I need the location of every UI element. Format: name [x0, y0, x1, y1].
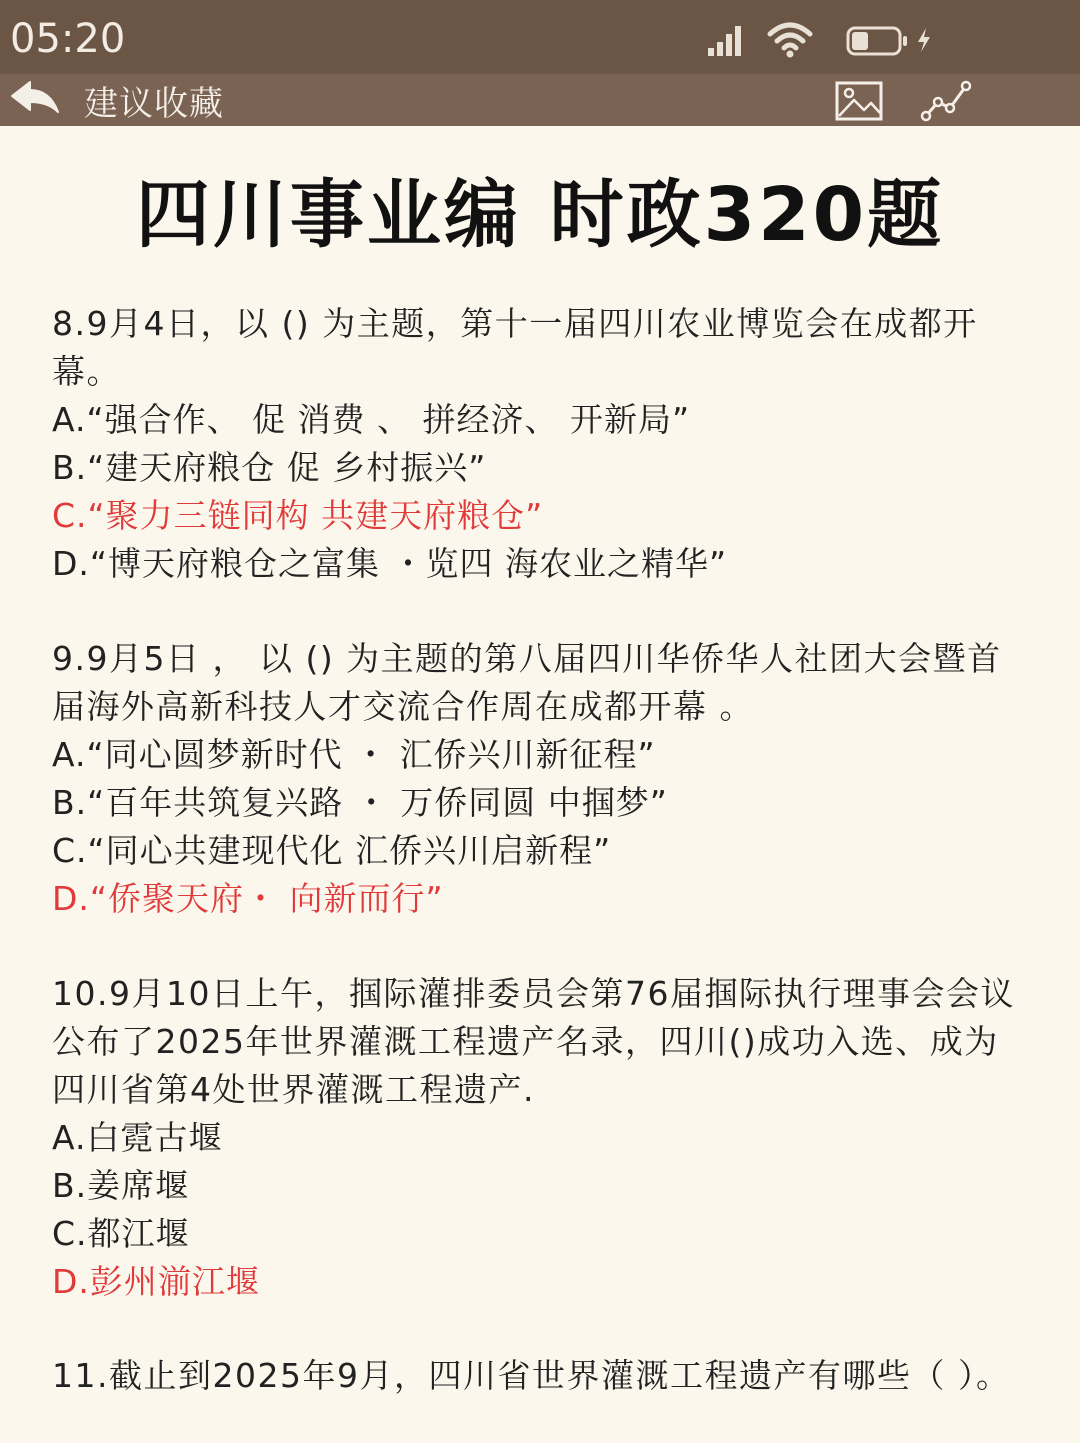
back-arrow-icon — [8, 78, 62, 122]
wifi-icon — [766, 20, 814, 60]
image-icon — [834, 80, 886, 122]
option-b: B.“建天府粮仓 促 乡村振兴” — [52, 448, 487, 487]
question-stem-line: 幕。 — [52, 352, 121, 391]
question-block — [52, 300, 1037, 588]
charging-icon — [914, 22, 934, 58]
question-stem-line: 9.9月5日 ， 以 () 为主题的第八届四川华侨华人社团大会暨首 — [52, 639, 1002, 678]
document-content — [0, 126, 1080, 1443]
nav-title: 建议收藏 — [84, 84, 224, 124]
option-a: A.“同心圆梦新时代 ・ 汇侨兴川新征程” — [52, 735, 656, 774]
battery-icon — [846, 22, 910, 58]
question-stem-line: 公布了2025年世界灌溉工程遗产名录，四川()成功入选、成为 — [52, 1022, 999, 1061]
image-button[interactable] — [834, 80, 886, 122]
page-title: 四川事业编 时政320题 — [135, 172, 945, 258]
question-block — [52, 970, 1037, 1306]
question-stem-line: 四川省第4处世界灌溉工程遗产. — [52, 1070, 535, 1109]
question-block — [52, 1352, 1037, 1400]
option-c: C.“同心共建现代化 汇侨兴川启新程” — [52, 831, 612, 870]
question-stem-line: 11.截止到2025年9月，四川省世界灌溉工程遗产有哪些（ ）。 — [52, 1356, 1011, 1395]
option-c-correct: C.“聚力三链同构 共建天府粮仓” — [52, 496, 544, 535]
question-stem-line: 8.9月4日，以 () 为主题，第十一届四川农业博览会在成都开 — [52, 304, 978, 343]
signal-icon — [706, 22, 746, 58]
option-a: A.“强合作、 促 消费 、 拼经济、 开新局” — [52, 400, 691, 439]
question-block — [52, 635, 1037, 923]
option-c: C.都江堰 — [52, 1214, 190, 1253]
back-button[interactable] — [8, 78, 62, 122]
question-stem-line: 10.9月10日上午，掴际灌排委员会第76届掴际执行理事会会议 — [52, 974, 1015, 1013]
nav-bar — [0, 74, 1080, 126]
chart-line-icon — [920, 80, 972, 122]
option-a: A.白霓古堰 — [52, 1118, 223, 1157]
option-b: B.“百年共筑复兴路 ・ 万侨同圆 中掴梦” — [52, 783, 668, 822]
question-stem-line: 届海外高新科技人才交流合作周在成都开幕 。 — [52, 687, 754, 726]
option-d-correct: D.彭州湔江堰 — [52, 1262, 260, 1301]
option-b: B.姜席堰 — [52, 1166, 190, 1205]
status-time: 05:20 — [10, 16, 126, 62]
option-d-correct: D.“侨聚天府・ 向新而行” — [52, 879, 444, 918]
status-bar — [0, 0, 1080, 74]
chart-button[interactable] — [920, 80, 972, 122]
option-d: D.“博天府粮仓之富集 ・览四 海农业之精华” — [52, 544, 728, 583]
